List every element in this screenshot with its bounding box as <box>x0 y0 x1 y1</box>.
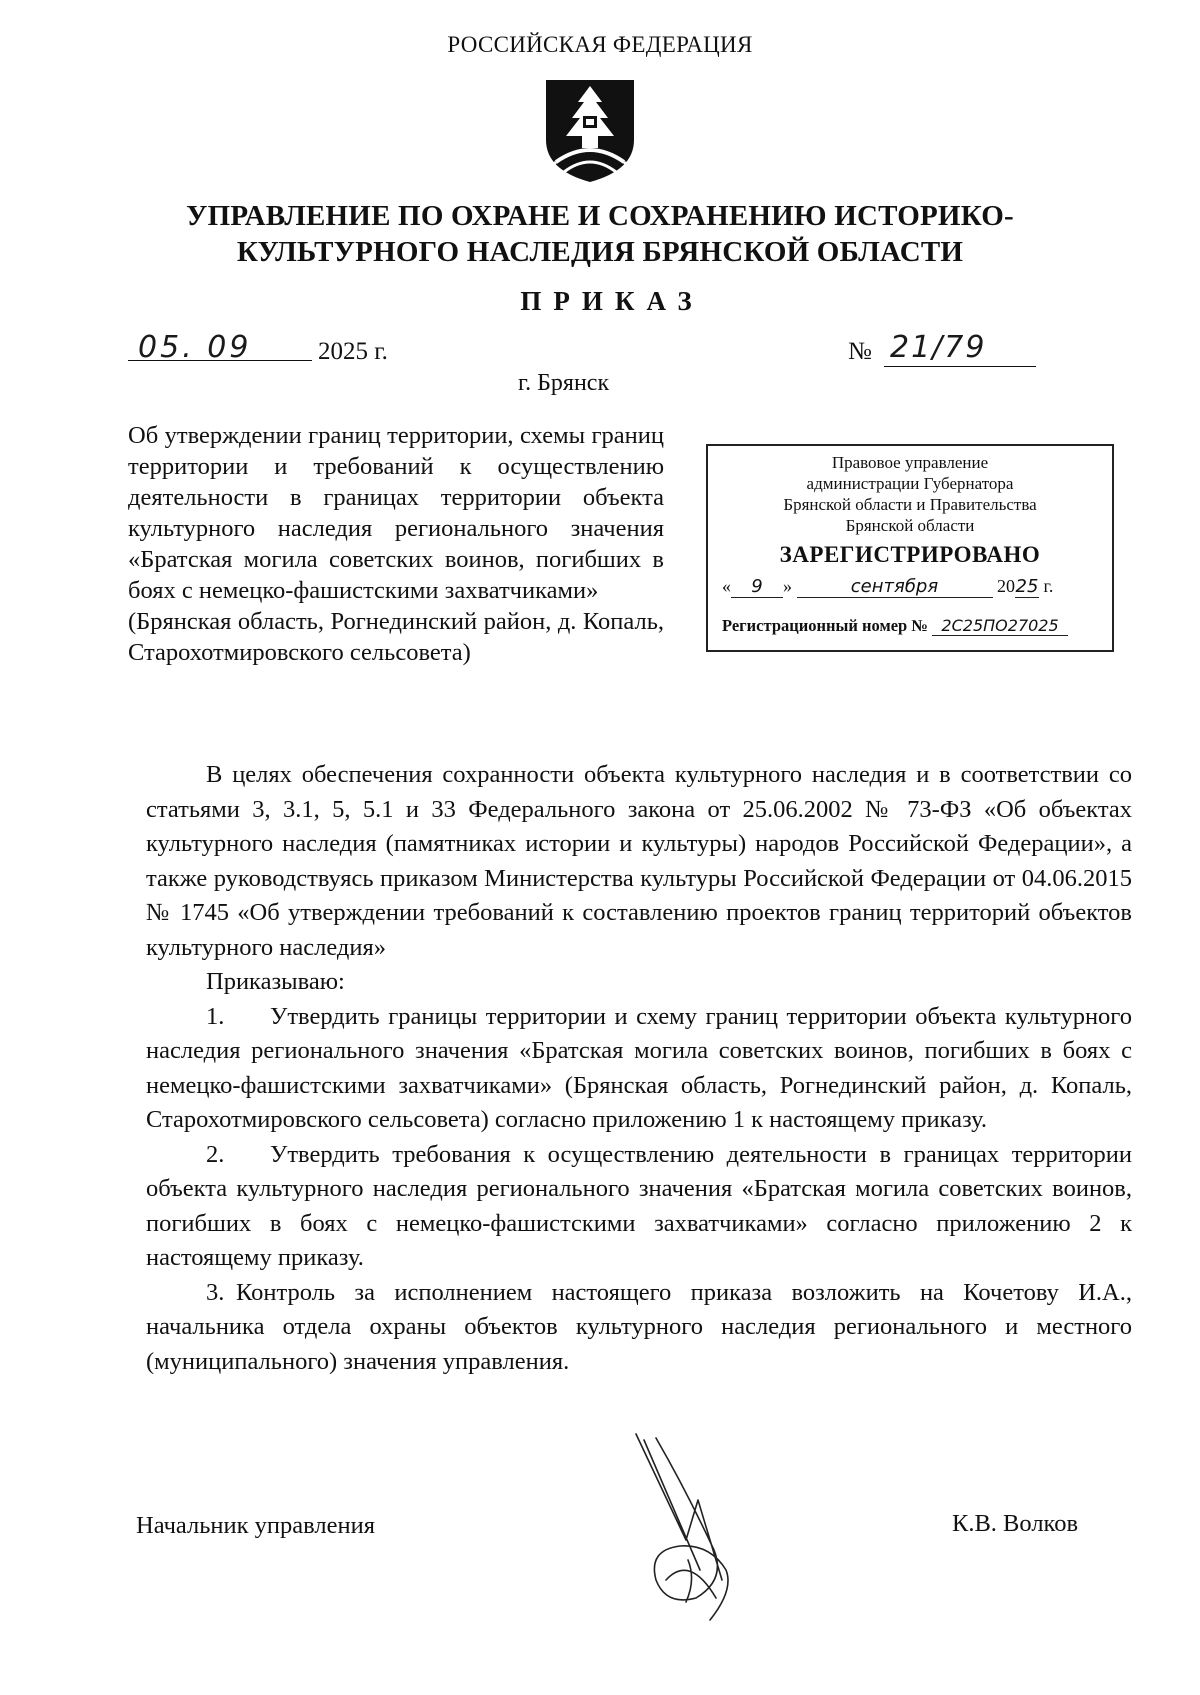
handwritten-date: 05. 09 <box>138 330 252 365</box>
item-3-text: Контроль за исполнением настоящего приказа возложить на Кочетову И.А., начальника отдела охраны объектов культурного наследия регионального и местного (муниципального) значения управления. <box>146 1278 1132 1375</box>
country-heading: РОССИЙСКАЯ ФЕДЕРАЦИЯ <box>447 32 753 57</box>
stamp-regno-value: 2С25ПО27025 <box>932 616 1068 636</box>
organization-name-line1: УПРАВЛЕНИЕ ПО ОХРАНЕ И СОХРАНЕНИЮ ИСТОРИКО- <box>186 200 1014 232</box>
stamp-line-3: Брянской области и Правительства <box>783 495 1037 514</box>
order-item-2 <box>146 1138 1132 1276</box>
handwritten-signature-icon <box>626 1430 766 1630</box>
item-1-text: Утвердить границы территории и схему границ территории объекта культурного наследия регионального значения «Братская могила советских воинов, погибших в боях с немецко-фашистскими захватчиками» (Брянская область, Рогнединский район, д. Копаль, Старохотмировского сельсовета) согласно приложению 1 к настоящему приказу. <box>146 1002 1132 1133</box>
stamp-registration-number <box>722 616 1102 642</box>
stamp-year-handwritten: 25 <box>1015 576 1039 597</box>
signatory-name: К.В. Волков <box>952 1510 1079 1537</box>
stamp-registered: ЗАРЕГИСТРИРОВАНО <box>779 542 1041 567</box>
preamble: В целях обеспечения сохранности объекта культурного наследия и в соответствии со статьями 3, 3.1, 5, 5.1 и 33 Федерального закона от 25.06.2002 № 73-ФЗ «Об объектах культурного наследия (памятниках истории и культуры) народов Российской Федерации», а также руководствуясь приказом Министерства культуры Российской Федерации от 04.06.2015 № 1745 «Об утверждении требований к составлению проектов границ территорий объектов культурного наследия» <box>146 761 1132 961</box>
item-2-number: 2. <box>206 1140 225 1168</box>
date-year: 2025 г. <box>318 338 388 365</box>
signatory-title: Начальник управления <box>136 1512 375 1539</box>
stamp-regno-label: Регистрационный номер № <box>722 616 928 635</box>
document-type-title: ПРИКАЗ <box>520 286 704 316</box>
order-number-underline <box>884 366 1036 367</box>
stamp-month: сентября <box>797 576 993 598</box>
stamp-day: 9 <box>731 576 783 598</box>
order-item-3 <box>146 1276 1132 1380</box>
subject-location: (Брянская область, Рогнединский район, д. Копаль, Старохотмировского сельсовета) <box>128 608 664 666</box>
city: г. Брянск <box>518 370 610 396</box>
item-1-number: 1. <box>206 1002 225 1030</box>
order-word: Приказываю: <box>206 968 345 995</box>
order-subject <box>128 420 664 668</box>
registration-stamp <box>706 444 1114 652</box>
stamp-year-suffix: г. <box>1043 576 1054 596</box>
item-2-text: Утвердить требования к осуществлению деятельности в границах территории объекта культурного наследия регионального значения «Братская могила советских воинов, погибших в боях с немецко-фашистскими захватчиками» согласно приложению 2 к настоящему приказу. <box>146 1140 1132 1271</box>
handwritten-order-number: 21/79 <box>890 330 987 365</box>
order-body <box>146 758 1132 1379</box>
stamp-line-2: администрации Губернатора <box>806 474 1014 493</box>
stamp-line-1: Правовое управление <box>831 453 989 472</box>
order-number-label: № <box>848 338 872 365</box>
order-item-1 <box>146 1000 1132 1138</box>
item-3-number: 3. <box>206 1278 225 1306</box>
stamp-date: « 9 » сентября 2025 г. <box>722 576 1054 597</box>
bryansk-coat-of-arms-icon <box>542 78 638 184</box>
stamp-line-4: Брянской области <box>845 516 975 535</box>
stamp-year-prefix: 20 <box>997 576 1015 596</box>
organization-name-line2: КУЛЬТУРНОГО НАСЛЕДИЯ БРЯНСКОЙ ОБЛАСТИ <box>236 236 964 268</box>
subject-text: Об утверждении границ территории, схемы границ территории и требований к осуществлению деятельности в границах территории объекта культурного наследия регионального значения «Братская могила советских воинов, погибших в боях с немецко-фашистскими захватчиками» <box>128 422 664 604</box>
